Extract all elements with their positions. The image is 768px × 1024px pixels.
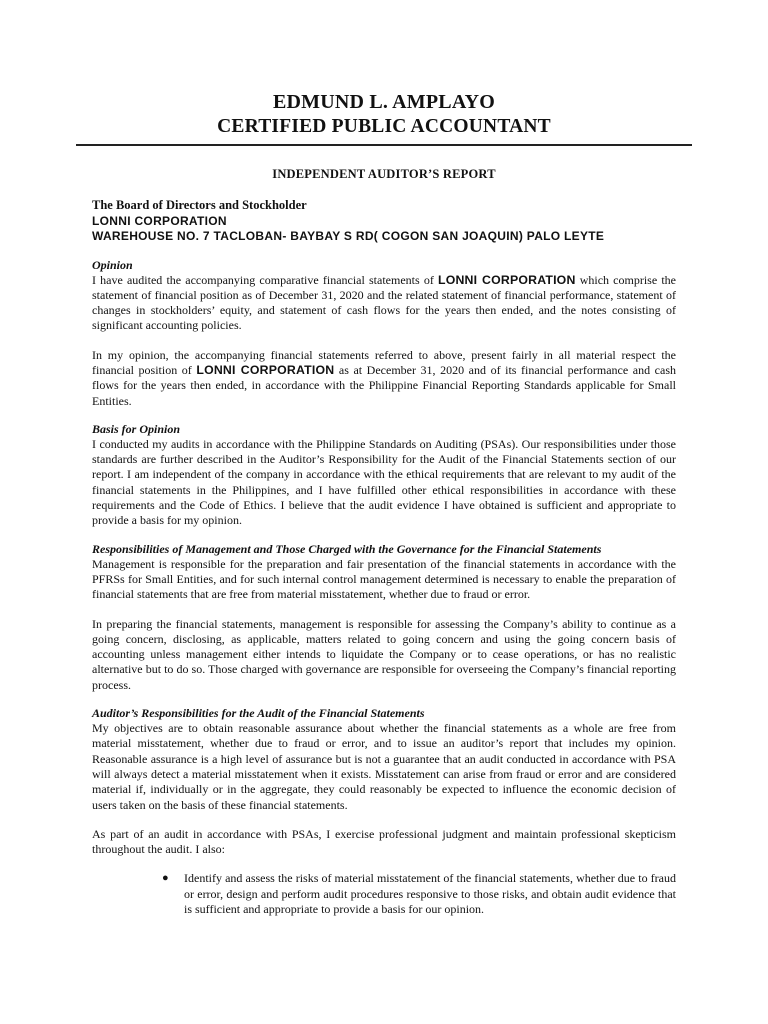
report-title: INDEPENDENT AUDITOR’S REPORT [272,167,496,181]
opinion-paragraph-1 [92,273,676,334]
management-paragraph-1: Management is responsible for the preparation and fair presentation of the financial statements in accordance with the PFRSs for Small Entities, and for such internal control management determined is necessary to enable the preparation of financial statements that are free from material misstatement, whether due to fraud or error. [92,556,676,602]
addressee-board: The Board of Directors and Stockholder [92,198,307,212]
opinion-paragraph-2 [92,348,676,409]
header-divider [76,144,692,146]
accountant-title: CERTIFIED PUBLIC ACCOUNTANT [217,116,551,137]
letterhead [92,90,676,139]
auditor-bullet-list [92,871,676,917]
addressee-block [92,198,676,245]
addressee-company: LONNI CORPORATION [92,213,227,228]
addressee-address: WAREHOUSE NO. 7 TACLOBAN- BAYBAY S RD( COGON SAN JOAQUIN) PALO LEYTE [92,229,605,243]
opinion-p1-text-b: which comprise the statement of financial position as of December 31, 2020 and the related statement of financial performance, statement of changes in stockholders’ equity, and statement of cash flows for the years then ended, and the notes consisting of significant accounting policies. [92,272,676,333]
bullet-text: Identify and assess the risks of material misstatement of the financial statements, whether due to fraud or error, design and perform audit procedures responsive to those risks, and obtain audit evidence that is sufficient and appropriate to provide a basis for our opinion. [184,871,676,916]
management-heading: Responsibilities of Management and Those Charged with the Governance for the Financial Statements [92,541,602,556]
basis-heading: Basis for Opinion [92,421,181,436]
auditor-heading: Auditor’s Responsibilities for the Audit of the Financial Statements [92,706,425,721]
accountant-name: EDMUND L. AMPLAYO [272,91,496,113]
company-name: LONNI CORPORATION [196,362,335,377]
management-paragraph-2: In preparing the financial statements, management is responsible for assessing the Company’s ability to continue as a going concern, disclosing, as applicable, matters related to going concern and using the going concern basis of accounting unless management either intends to liquidate the Company or to cease operations, or has no realistic alternative but to do so. Those charged with governance are responsible for overseeing the Company’s financial reporting process. [92,616,676,692]
list-item [162,871,676,917]
opinion-p2-text-b: as at December 31, 2020 and of its financial performance and cash flows for the years then ended, in accordance with the Philippine Financial Reporting Standards applicable for Small Entities. [92,362,676,408]
company-name: LONNI CORPORATION [437,272,576,287]
auditor-paragraph-2: As part of an audit in accordance with PSAs, I exercise professional judgment and maintain professional skepticism throughout the audit. I also: [92,826,676,857]
opinion-heading: Opinion [92,257,133,272]
bullet-icon: ● [162,872,169,885]
auditor-paragraph-1: My objectives are to obtain reasonable assurance about whether the financial statements as a whole are free from material misstatement, whether due to fraud or error, and to issue an auditor’s report that includes my opinion. Reasonable assurance is a high level of assurance but is not a guarantee that an audit conducted in accordance with PSA will always detect a material misstatement when it exists. Misstatement can arise from fraud or error and are considered material if, individually or in the aggregate, they could reasonably be expected to influence the economic decision of users taken on the basis of these financial statements. [92,721,676,812]
opinion-p2-text-a: In my opinion, the accompanying financial statements referred to above, present fairly in all material respect the financial position of [92,347,676,377]
basis-paragraph: I conducted my audits in accordance with the Philippine Standards on Auditing (PSAs). Our responsibilities under those standards are further described in the Auditor’s Responsibility for the Audit of the Financial Statements section of our report. I am independent of the company in accordance with the ethical requirements that are relevant to my audit of the financial statements in the Philippines, and I have fulfilled other ethical responsibilities in accordance with these requirements and the Code of Ethics. I believe that the audit evidence I have obtained is sufficient and appropriate to provide a basis for my opinion. [92,436,676,528]
opinion-p1-text-a: I have audited the accompanying comparative financial statements of [92,272,438,287]
